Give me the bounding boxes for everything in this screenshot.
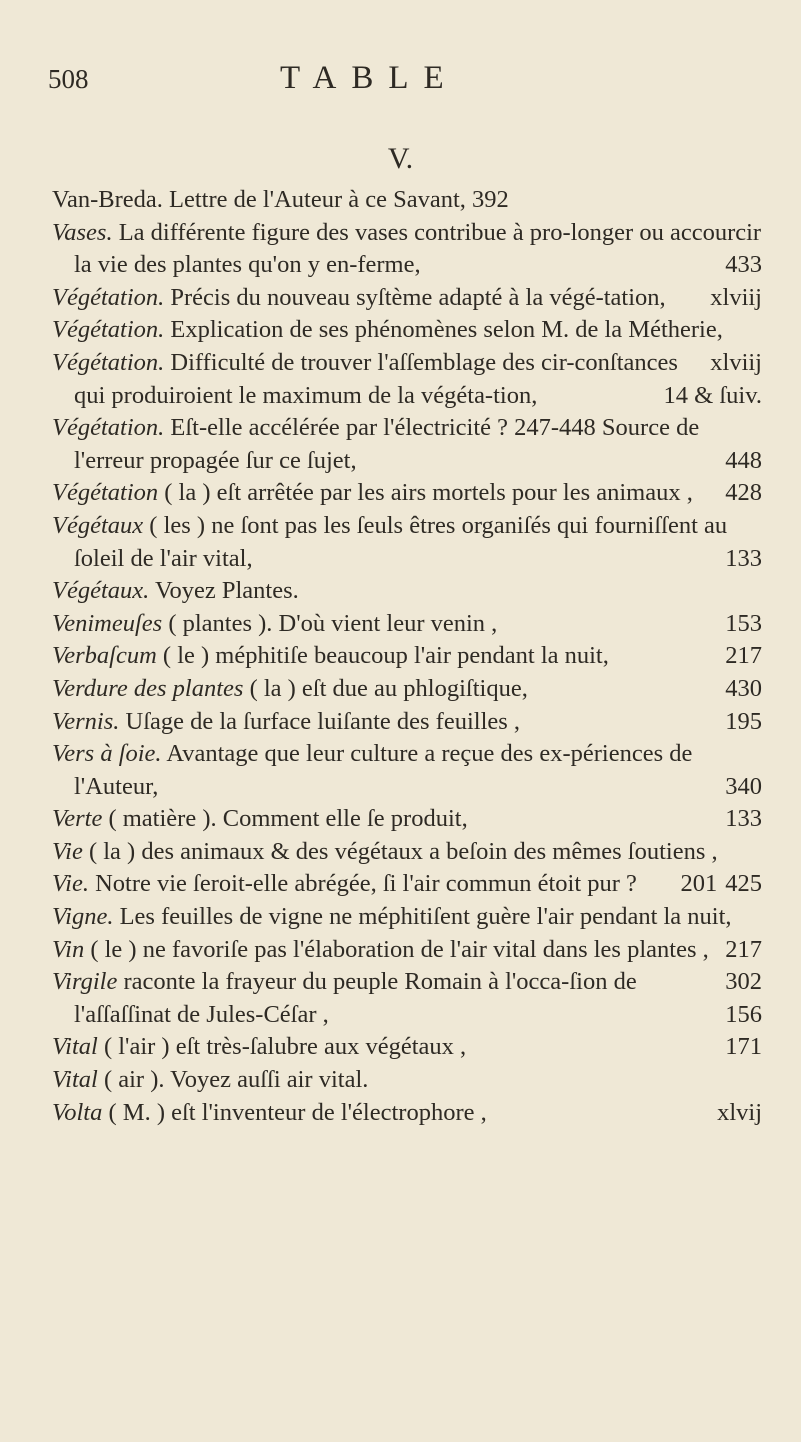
index-entry — [52, 1097, 762, 1130]
index-entry — [52, 966, 762, 1031]
entry-page-ref: 133 — [725, 805, 762, 833]
entry-page-ref: 430 — [725, 674, 762, 702]
index-entry — [52, 510, 762, 575]
entry-text: Van-Breda. Lettre de l'Auteur à ce Savant, 392 — [52, 186, 509, 213]
entry-text: Notre vie ſeroit-elle abrégée, ſi l'air commun étoit pur ? — [95, 870, 637, 898]
entry-head: Vital — [52, 1066, 98, 1094]
running-title: TABLE — [280, 60, 459, 96]
entry-head: Verdure des plantes — [52, 674, 244, 702]
entry-text: ( la ) des animaux & des végétaux a beſoin des mêmes ſoutiens , — [88, 837, 718, 865]
page-number: 508 — [48, 64, 89, 94]
entry-text: ( l'air ) eſt très-ſalubre aux végétaux , — [103, 1033, 467, 1061]
entry-page-ref: 433 — [725, 251, 762, 279]
entry-head: Verte — [52, 805, 103, 833]
index-entry — [52, 282, 762, 315]
entry-page-ref: 340 — [725, 772, 762, 800]
entry-page-ref: xlvij — [717, 1098, 762, 1126]
index-entry — [52, 575, 762, 608]
entry-text: La différente figure des vases contribue à pro-longer ou accourcir la vie des plantes qu'on y en-ferme, — [74, 218, 762, 279]
index-entry — [52, 217, 762, 282]
entry-text: ( la ) eſt due au phlogiſtique, — [249, 674, 528, 702]
entry-page-ref: 171 — [725, 1033, 762, 1061]
entry-head: Végétaux — [52, 511, 144, 539]
entry-head: Végétation. — [52, 283, 165, 311]
entry-head: Végétation. — [52, 316, 165, 344]
entry-page-ref: 428 — [725, 479, 762, 507]
entry-page-ref: 217 — [725, 935, 762, 963]
entry-page-ref: 448 — [725, 446, 762, 474]
entry-page-ref: 14 & ſuiv. — [663, 381, 762, 409]
entry-head: Venimeuſes — [52, 609, 163, 637]
entry-page-ref: xlviij — [710, 348, 762, 376]
entry-text: ( plantes ). D'où vient leur venin , — [168, 609, 498, 637]
entry-page-ref: xlviij — [710, 283, 762, 311]
entry-text: Précis du nouveau syſtème adapté à la végé-tation, — [170, 283, 666, 311]
entry-head: Verbaſcum — [52, 642, 157, 670]
entry-text: ( le ) ne favoriſe pas l'élaboration de l'air vital dans les plantes , — [90, 935, 709, 963]
entry-page-ref: 302 — [725, 968, 762, 996]
entry-head: Vin — [52, 935, 85, 963]
index-entries — [52, 184, 762, 1129]
entry-page-ref: 153 — [725, 609, 762, 637]
entry-text: Difficulté de trouver l'aſſemblage des cir-conſtances qui produiroient le maximum de la végéta-tion, — [74, 348, 678, 409]
entry-head: Végétation — [52, 479, 159, 507]
entry-text: Explication de ses phénomènes selon M. de la Métherie, — [170, 316, 723, 344]
entry-text: Les feuilles de vigne ne méphitiſent guère l'air pendant la nuit, — [119, 903, 732, 931]
entry-head: Vie — [52, 837, 83, 865]
entry-text: ( air ). Voyez auſſi air vital. — [103, 1066, 369, 1094]
index-entry — [52, 477, 762, 510]
index-entry — [52, 314, 762, 376]
index-entry — [52, 1064, 762, 1097]
index-entry — [52, 868, 762, 901]
entry-page-ref: 425 — [725, 870, 762, 898]
entry-page-ref: 201 — [680, 870, 718, 898]
entry-head: Vital — [52, 1033, 98, 1061]
entry-text: ( matière ). Comment elle ſe produit, — [108, 805, 468, 833]
entry-text: ( M. ) eſt l'inventeur de l'électrophore , — [108, 1098, 487, 1126]
entry-head: Vases. — [52, 218, 113, 246]
index-entry — [52, 673, 762, 706]
entry-head: Virgile — [52, 968, 118, 996]
index-entry — [52, 640, 762, 673]
index-entry — [52, 184, 762, 217]
entry-text: raconte la frayeur du peuple Romain à l'occa-ſion de l'aſſaſſinat de Jules-Céſar , — [74, 968, 637, 1028]
entry-page-ref: 217 — [725, 642, 762, 670]
entry-text: ( les ) ne ſont pas les ſeuls êtres organiſés qui fourniſſent au ſoleil de l'air vital, — [74, 511, 728, 572]
entry-head: Végétaux. — [52, 577, 150, 605]
entry-text: Voyez Plantes. — [154, 577, 299, 605]
entry-text: Eſt-elle accélérée par l'électricité ? 247-448 Source de l'erreur propagée ſur ce ſujet, — [74, 414, 700, 474]
index-entry — [52, 347, 762, 412]
entry-text: Avantage que leur culture a reçue des ex-périences de l'Auteur, — [74, 740, 693, 800]
section-letter: V. — [387, 142, 414, 175]
entry-head: Volta — [52, 1098, 103, 1126]
entry-page-ref: 156 — [725, 1000, 762, 1028]
entry-text: Uſage de la ſurface luiſante des feuilles , — [125, 707, 521, 735]
index-entry — [52, 706, 762, 739]
entry-head: Vernis. — [52, 707, 120, 735]
entry-head: Vie. — [52, 870, 89, 898]
index-entry — [52, 803, 762, 836]
entry-page-ref: 133 — [725, 544, 762, 572]
entry-head: Vers à ſoie. — [52, 740, 162, 768]
index-entry — [52, 608, 762, 641]
entry-page-ref: 195 — [725, 707, 762, 735]
index-entry — [52, 738, 762, 803]
entry-head: Végétation. — [52, 348, 165, 376]
entry-text: ( la ) eſt arrêtée par les airs mortels pour les animaux , — [164, 479, 693, 507]
entry-text: ( le ) méphitiſe beaucoup l'air pendant la nuit, — [162, 642, 609, 670]
index-entry — [52, 1031, 762, 1064]
entry-head: Végétation. — [52, 414, 165, 442]
running-header — [0, 58, 801, 98]
index-entry — [52, 412, 762, 477]
entry-head: Vigne. — [52, 903, 114, 931]
